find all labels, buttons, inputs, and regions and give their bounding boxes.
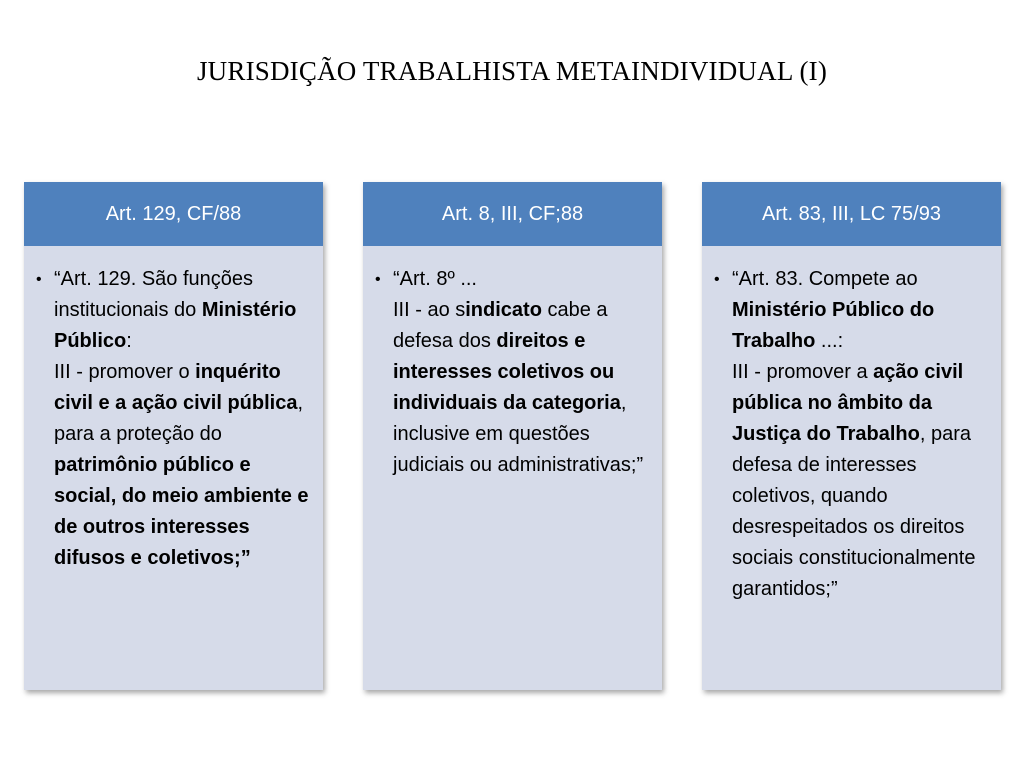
column-art-83-lc75 xyxy=(702,182,1001,690)
column-body xyxy=(702,246,1001,605)
bold-text: direitos e interesses coletivos ou individuais da categoria xyxy=(393,330,621,414)
bullet-item xyxy=(36,264,313,574)
text-run: , inclusive em questões judiciais ou administrativas;” xyxy=(393,392,644,476)
bold-text: Ministério Público xyxy=(54,299,297,352)
bold-text: patrimônio público e social, do meio ambiente e de outros interesses difusos e coletivos;” xyxy=(54,454,309,569)
bold-text: inquérito civil e a ação civil pública xyxy=(54,361,298,414)
text-run: , para defesa de interesses coletivos, quando desrespeitados os direitos sociais constitucionalmente garantidos;” xyxy=(732,423,976,600)
column-body xyxy=(24,246,323,574)
text-run: , para a proteção do xyxy=(54,392,304,445)
bullet-text xyxy=(54,264,313,574)
column-header: Art. 129, CF/88 xyxy=(24,182,323,246)
column-header: Art. 8, III, CF;88 xyxy=(363,182,662,246)
bullet-dot-icon: • xyxy=(36,271,42,288)
text-run: “Art. 8º ... xyxy=(393,268,477,290)
bold-text: Ministério Público do Trabalho xyxy=(732,299,935,352)
column-body xyxy=(363,246,662,481)
text-run: “Art. 129. São funções institucionais do xyxy=(54,268,254,321)
text-run: III - promover a xyxy=(732,361,874,383)
text-run: : xyxy=(126,330,132,352)
bullet-dot-icon: • xyxy=(375,271,381,288)
bullet-item xyxy=(375,264,652,481)
slide-title: JURISDIÇÃO TRABALHISTA METAINDIVIDUAL (I) xyxy=(196,56,828,86)
bold-text: indicato xyxy=(465,299,542,321)
bold-text: ação civil pública no âmbito da Justiça do Trabalho xyxy=(732,361,964,445)
bullet-text xyxy=(732,264,991,605)
bullet-text xyxy=(393,264,652,481)
text-run: “Art. 83. Compete ao xyxy=(732,268,918,290)
text-run: cabe a defesa dos xyxy=(393,299,608,352)
bullet-dot-icon: • xyxy=(714,271,720,288)
column-art-8-cf88 xyxy=(363,182,662,690)
bullet-item xyxy=(714,264,991,605)
column-header: Art. 83, III, LC 75/93 xyxy=(702,182,1001,246)
text-run: ...: xyxy=(815,330,844,352)
text-run: III - ao s xyxy=(393,299,466,321)
text-run: III - promover o xyxy=(54,361,196,383)
column-art-129-cf88 xyxy=(24,182,323,690)
